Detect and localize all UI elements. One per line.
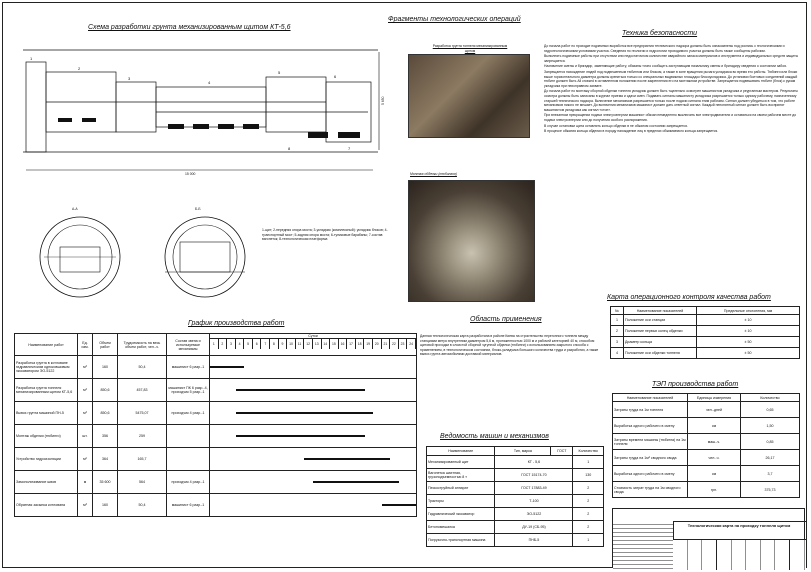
tep-val: 3,7 [741,466,800,482]
sched-cell-name: Монтаж обделки (тюбинги) [15,425,78,448]
schedule-title: График производства работ [188,320,285,327]
machine-row [427,482,604,495]
sched-cell-unit: м³ [78,402,93,425]
photo-shield-excavation [408,54,530,138]
quality-n: 4 [611,348,624,359]
title-block [612,508,805,568]
sched-h-labor: Трудоемкость на весь объем работ, чел.-ч. [118,334,167,356]
sched-cell-qty: 850,6 [93,402,118,425]
sched-gantt-cell [210,402,417,425]
schedule-table-wrap [14,333,417,517]
machine-type: ГОСТ 15174-70 [495,469,573,482]
machine-type: ДУ-19 (СБ-95) [495,521,573,534]
sched-cell-qty: 160 [93,356,118,379]
machine-qty: 130 [573,469,604,482]
sched-h-qty: Объем работ [93,334,118,356]
machine-name: Гидравлический экскаватор [427,508,495,521]
quality-table [610,306,800,359]
sched-day: 7 [261,339,270,349]
sched-cell-qty: 364 [93,448,118,471]
quality-row [611,315,800,326]
quality-name: Положение оси станции [624,315,697,326]
tep-name: Выработка одного рабочего в смену [613,466,688,482]
tep-name: Затраты труда на 1м² сводного свода [613,450,688,466]
sched-cell-crew: машинист 6 разр.-1 [167,494,210,517]
sched-day: 16 [339,339,348,349]
tep-unit: чел.-ч. [688,450,741,466]
machine-qty: 2 [573,521,604,534]
sched-day: 18 [356,339,365,349]
machine-type: ЭО-5122 [495,508,573,521]
sched-day: 24 [407,339,416,349]
sched-gantt-cell [210,425,417,448]
tep-row [613,450,800,466]
machine-type: ПНБ-5 [495,534,573,547]
tep-row [613,418,800,434]
machines-table [426,446,604,547]
sched-gantt-cell [210,356,417,379]
tep-name: Выработка одного рабочего в смену [613,418,688,434]
tep-row [613,434,800,450]
scope-text: Данная технологическая карта разработана в районе Киева на строительство перегонного тоннеля между станциями метро внутренним диаметром 5,6 м, протяженностью 1000 м и рабочей категорией 40 м, способом щитовой проходки в слоистой сборной чугунной обделки (тюбинги) с использованием закрытого способа с применением, в технологическом состоянии, блоко-укладчика большого количества труда и разработки, а также вывоз грунта автомобилями доставкой материалов. [420,334,599,357]
sched-day: 12 [304,339,313,349]
sched-day: 2 [219,339,228,349]
sched-gantt-cell [210,471,417,494]
svg-text:5: 5 [278,70,281,75]
sched-cell-crew [167,425,210,448]
sched-cell-qty: 35 600 [93,471,118,494]
sched-h-days-label: Сутки [210,334,416,339]
mach-h-qty: Количество [573,447,604,456]
machine-row [427,508,604,521]
svg-text:8: 8 [288,146,291,151]
sched-day: 8 [270,339,279,349]
quality-tol: ± 10 [697,315,800,326]
sched-cell-crew [167,448,210,471]
sched-cell-qty: 356 [93,425,118,448]
quality-n: 3 [611,337,624,348]
sched-cell-name: Вывоз грунта машиной ПН-5 [15,402,78,425]
sched-row [15,402,417,425]
machine-qty: 1 [573,534,604,547]
sched-gantt-cell [210,448,417,471]
tep-val: 1,50 [741,418,800,434]
tep-unit: см [688,466,741,482]
scheme-dim-length: 15 000 [185,172,196,176]
tep-h-val: Количество [741,394,800,402]
tep-unit: грн. [688,482,741,498]
sched-days-row [210,339,416,349]
sched-cell-name: Устройство гидроизоляции [15,448,78,471]
schedule-table [14,333,417,517]
sched-h-unit: Ед. изм. [78,334,93,356]
sched-day: 15 [330,339,339,349]
sched-h-days [210,334,417,356]
sched-cell-unit: м [78,471,93,494]
quality-tol: ± 50 [697,337,800,348]
tep-name: Затраты времени машины (тюбинга) на 1м тоннеля [613,434,688,450]
quality-n: 2 [611,326,624,337]
sched-cell-unit: шт. [78,425,93,448]
photo-lining-installation [408,180,535,302]
qual-h-tol: Предельные отклонения, мм [697,307,800,315]
fragments-title: Фрагменты технологических операций [388,16,521,23]
quality-name: Положение первых колец обделки [624,326,697,337]
machine-row [427,469,604,482]
gantt-bar [304,458,390,460]
sched-cell-qty: 160 [93,494,118,517]
tep-h-unit: Единицы измерения [688,394,741,402]
machine-qty: 2 [573,508,604,521]
sched-day: 5 [244,339,253,349]
gantt-bar [313,481,399,483]
svg-text:1: 1 [30,56,33,61]
sched-h-crew: Состав звена и используемые механизмы [167,334,210,356]
quality-row [611,337,800,348]
tep-val: 375,73 [741,482,800,498]
sched-day: 13 [313,339,322,349]
safety-paragraph: Выполнять подземные работы при отсутствии или недостаточном количестве аварийного запаса материалов и инструмента и индивидуальных средств защиты запрещается. [544,54,799,63]
sched-day: 3 [227,339,236,349]
sched-day: 21 [382,339,391,349]
qual-h-n: № [611,307,624,315]
sched-cell-labor: 5475,07 [118,402,167,425]
sched-gantt-cell [210,494,417,517]
sched-row [15,379,417,402]
sched-cell-crew: проходчик 4 разр.-1 [167,402,210,425]
svg-text:2: 2 [78,66,81,71]
mach-h-name: Наименование [427,447,495,456]
sched-cell-unit: м² [78,448,93,471]
photo2-caption: Монтаж обделки (тюбингов) [410,172,457,176]
svg-text:6: 6 [334,74,337,79]
sched-cell-labor: 457,83 [118,379,167,402]
sched-day: 23 [399,339,408,349]
sched-cell-crew: проходчик 4 разр.-1 [167,471,210,494]
title-block-title: Технологическая карта на проходку тоннеля щитом [687,523,791,528]
gantt-bar [236,435,365,437]
safety-title: Техника безопасности [622,30,698,37]
scope-title: Область применения [470,316,542,323]
tep-val: 26,17 [741,450,800,466]
machine-type: Т-100 [495,495,573,508]
sched-gantt-cell [210,379,417,402]
section-aa-drawing [30,212,130,302]
machine-row [427,456,604,469]
sched-row [15,356,417,379]
scheme-title: Схема разработки грунта механизированным щитом КТ-5,6 [88,24,291,31]
svg-text:4: 4 [208,80,211,85]
section-bb-drawing [155,212,255,302]
machines-title: Ведомость машин и механизмов [440,433,549,440]
sched-day: 22 [390,339,399,349]
sched-cell-name: Разработка грунта тоннеля механизированным щитом КТ-5,6 [15,379,78,402]
sched-row [15,425,417,448]
quality-name: Положение оси обделки тоннеля [624,348,697,359]
sched-day: 11 [296,339,305,349]
machine-name: Вагонетка шахтная, грузоподъемностью 8 т [427,469,495,482]
sched-row [15,448,417,471]
qual-h-name: Наименование показателей [624,307,697,315]
sched-day: 10 [287,339,296,349]
safety-paragraph: До начала работ по проходке подземных выработок все предприятия технического надзора должны быть ознакомлены под роспись с геологическими и гидрогеологическими условиями участка. Сведения по геологии и гидрологии проходимого участка должны быть также сообщены рабочим. [544,44,785,53]
sched-h-name: Наименование работ [15,334,78,356]
mach-h-gost: ГОСТ [551,447,573,456]
machine-qty: 1 [573,456,604,469]
quality-tol: ± 50 [697,348,800,359]
sched-cell-unit: м³ [78,494,93,517]
section-aa-label: А-А [72,207,78,211]
machine-name: Бетономешалка [427,521,495,534]
safety-paragraph: Назначение смены и бригадир, заменяющие работу, обязаны точно сообщить заступающим начальнику смены и бригадиру сведения о состоянии забоя. [544,64,787,69]
tep-val: 0,65 [741,402,800,418]
quality-title: Карта операционного контроля качества работ [607,294,771,301]
sched-cell-labor: 165,7 [118,448,167,471]
sched-day: 20 [373,339,382,349]
machine-name: Пескоструйный аппарат [427,482,495,495]
sched-cell-name: Замоноличивание швов [15,471,78,494]
quality-row [611,348,800,359]
tep-val: 0,85 [741,434,800,450]
title-block-grid [613,521,674,569]
machine-name: Тракторы [427,495,495,508]
tep-name: Стоимость затрат труда на 1м сводного свода [613,482,688,498]
safety-text [544,44,799,134]
gantt-bar [236,412,373,414]
sched-cell-labor: 564 [118,471,167,494]
quality-n: 1 [611,315,624,326]
gantt-bar [236,389,365,391]
svg-text:3: 3 [128,76,131,81]
safety-paragraph: При внезапном прекращении подачи электроэнергии машинист обязан немедленно выключить все электродвигатели и оставаться на своем рабочем месте до подачи электроэнергии или до получения особого распоряжения. [544,113,797,122]
sched-day: 19 [364,339,373,349]
sched-cell-name: Обратная засыпка котлована [15,494,78,517]
sched-cell-name: Разработка грунта в котловане гидравлическим одноковшовым экскаватором ЭО-5122 [15,356,78,379]
machine-row [427,521,604,534]
machine-type: ГОСТ 17883-49 [495,482,573,495]
machine-qty: 2 [573,495,604,508]
machine-row [427,534,604,547]
sched-day: 1 [210,339,219,349]
safety-paragraph: До начала работ по монтажу сборной обделки тоннеля укладчик должен быть тщательно осмотрен машинистом укладчика и реурганным мастером. Результаты осмотра должны быть записаны в журнал приема и сдачи смен. Подавать сигналы машинисту укладчика разрешается только одному рабочему, назначенному старшей технического надзора. Включение механизмов разрешается только после подачи сигнала этим рабочим. Сигнал должен убедиться в том, что работе механизмов никого не мешает. До включения механизмов машинист должен дать ответный сигнал. Каждый непонятный сигнал должен быть воспринят машинистом укладчика как сигнал «стоп». [544,89,798,112]
sched-cell-unit: м³ [78,356,93,379]
sched-row [15,494,417,517]
sched-cell-labor: 259 [118,425,167,448]
sched-row [15,471,417,494]
tunnel-shield-scheme [18,32,383,182]
quality-tol: ± 10 [697,326,800,337]
tep-h-name: Наименование показателей [613,394,688,402]
photo1-caption: Разработка грунта тоннеля механизированным щитом [432,44,508,53]
tep-name: Затраты труда на 1м тоннеля [613,402,688,418]
machine-name: Погрузочно-транспортная машина [427,534,495,547]
sched-cell-crew: машинист ПК 6 разр.-4, проходчик 5 разр.-1 [167,379,210,402]
machine-type: КТ - 5,6 [495,456,573,469]
tep-row [613,466,800,482]
sched-cell-crew: машинист 6 разр.-1 [167,356,210,379]
sched-cell-qty: 850,6 [93,379,118,402]
sched-cell-unit: м³ [78,379,93,402]
tep-unit: чел.-дней [688,402,741,418]
sched-day: 6 [253,339,262,349]
sched-cell-labor: 50,4 [118,494,167,517]
machine-name: Механизированный щит [427,456,495,469]
safety-paragraph: Запрещается нахождение людей под подвешенным тюбингом или блоком, а также в зоне вращения рычага укладчика во время его работы. Тюбинги или блоки выше горизонтального диаметра должны крепиться только со специальных выдвижных площадок блокоукладчика. До установки болтовых соединений каждый тюбинг должен быть All crossed в оставленном положении после закрепления его на монтажном устройстве. Запрещается подвешивать тюбинг (блок) к рукам укладчика при неисправном захвате. [544,69,798,88]
mach-h-type: Тип, марка [495,447,551,456]
svg-text:7: 7 [348,146,351,151]
tep-unit: маш.-ч. [688,434,741,450]
title-block-cells [673,539,806,570]
machine-qty: 2 [573,482,604,495]
quality-name: Диаметр кольца [624,337,697,348]
tep-unit: см [688,418,741,434]
tep-table [612,393,800,498]
sched-cell-labor: 50,4 [118,356,167,379]
sched-day: 4 [236,339,245,349]
safety-paragraph: В случае остановки щита оставлять кольцо обделки в не обжатом состоянии запрещается. [544,123,688,128]
tep-title: ТЭП производства работ [652,381,739,388]
tep-row [613,482,800,498]
gantt-bar [382,504,416,506]
gantt-bar [210,366,244,368]
sched-day: 9 [279,339,288,349]
sched-day: 17 [347,339,356,349]
scheme-dim-height: 5 650 [381,96,385,105]
safety-paragraph: В процессе обжатия кольца обделки в породу нахождение лиц в пределах обжимаемого кольца запрещается. [544,129,719,134]
scheme-legend: 1-щит; 2-передняя опора моста; 3-укладчик (комплексный): укладчик блоков; 4-транспортный мост; 5-задняя опора моста; 6-тупиковые барабаны; 7-состав вагонеток; 8-технологическая платформа [262,228,388,242]
sched-day: 14 [322,339,331,349]
quality-row [611,326,800,337]
section-bb-label: Б-Б [195,207,201,211]
machine-row [427,495,604,508]
tep-row [613,402,800,418]
